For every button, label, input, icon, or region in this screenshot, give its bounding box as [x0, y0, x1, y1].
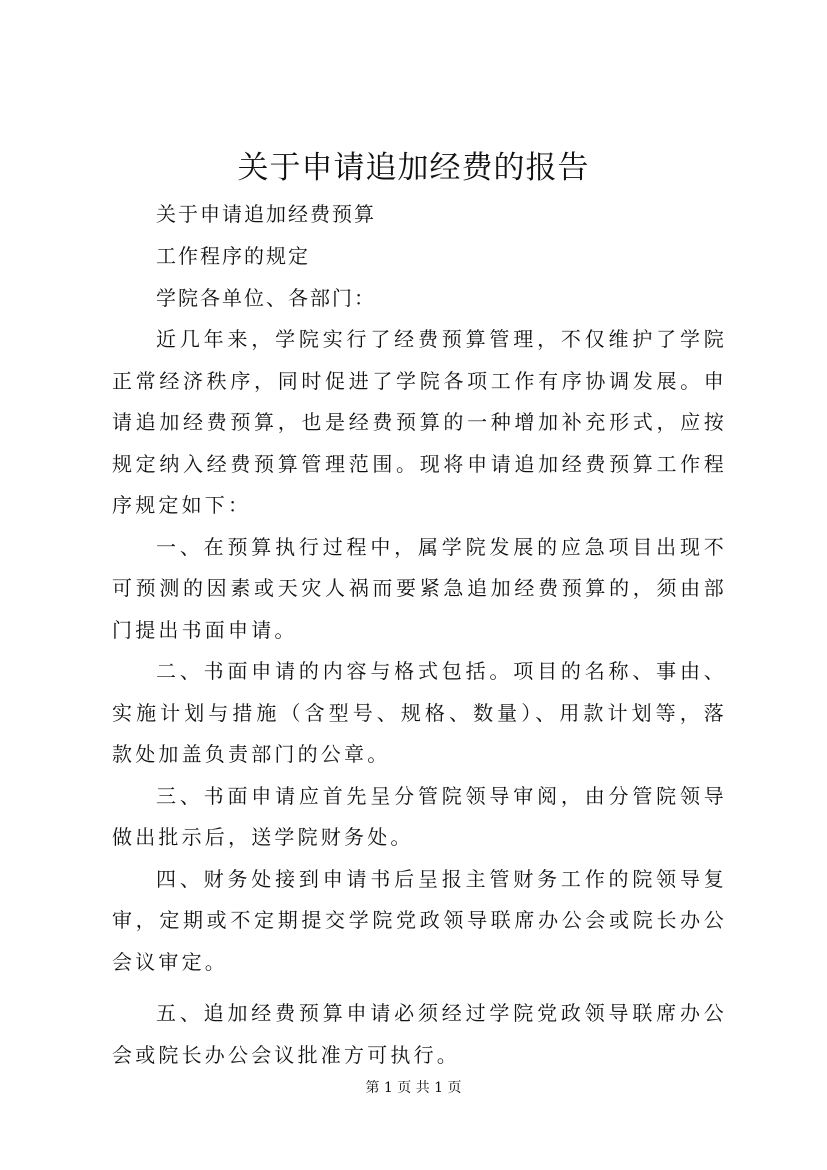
salutation: 学院各单位、各部门： — [156, 286, 376, 310]
paragraph-item-1: 一、在预算执行过程中，属学院发展的应急项目出现不可预测的因素或天灾人祸而要紧急追加经费预算的，须由部门提出书面申请。 — [112, 534, 727, 642]
heading-line-1: 关于申请追加经费预算 — [156, 202, 376, 226]
paragraph-item-5: 五、追加经费预算申请必须经过学院党政领导联席办公会或院长办公会议批准方可执行。 — [112, 1001, 727, 1067]
paragraph-item-3: 三、书面申请应首先呈分管院领导审阅，由分管院领导做出批示后，送学院财务处。 — [112, 783, 727, 849]
paragraph-item-2: 二、书面申请的内容与格式包括。项目的名称、事由、实施计划与措施（含型号、规格、数量）、用款计划等，落款处加盖负责部门的公章。 — [112, 659, 727, 766]
paragraph-intro: 近几年来，学院实行了经费预算管理，不仅维护了学院正常经济秩序，同时促进了学院各项工作有序协调发展。申请追加经费预算，也是经费预算的一种增加补充形式，应按规定纳入经费预算管理范围。现将申请追加经费预算工作程序规定如下： — [112, 327, 727, 517]
heading-line-2: 工作程序的规定 — [156, 244, 310, 268]
page-footer: 第 1 页 共 1 页 — [365, 1080, 462, 1096]
document-body — [112, 193, 727, 1076]
paragraph-item-4: 四、财务处接到申请书后呈报主管财务工作的院领导复审，定期或不定期提交学院党政领导联席办公会或院长办公会议审定。 — [112, 866, 727, 974]
document-title: 关于申请追加经费的报告 — [237, 150, 590, 186]
